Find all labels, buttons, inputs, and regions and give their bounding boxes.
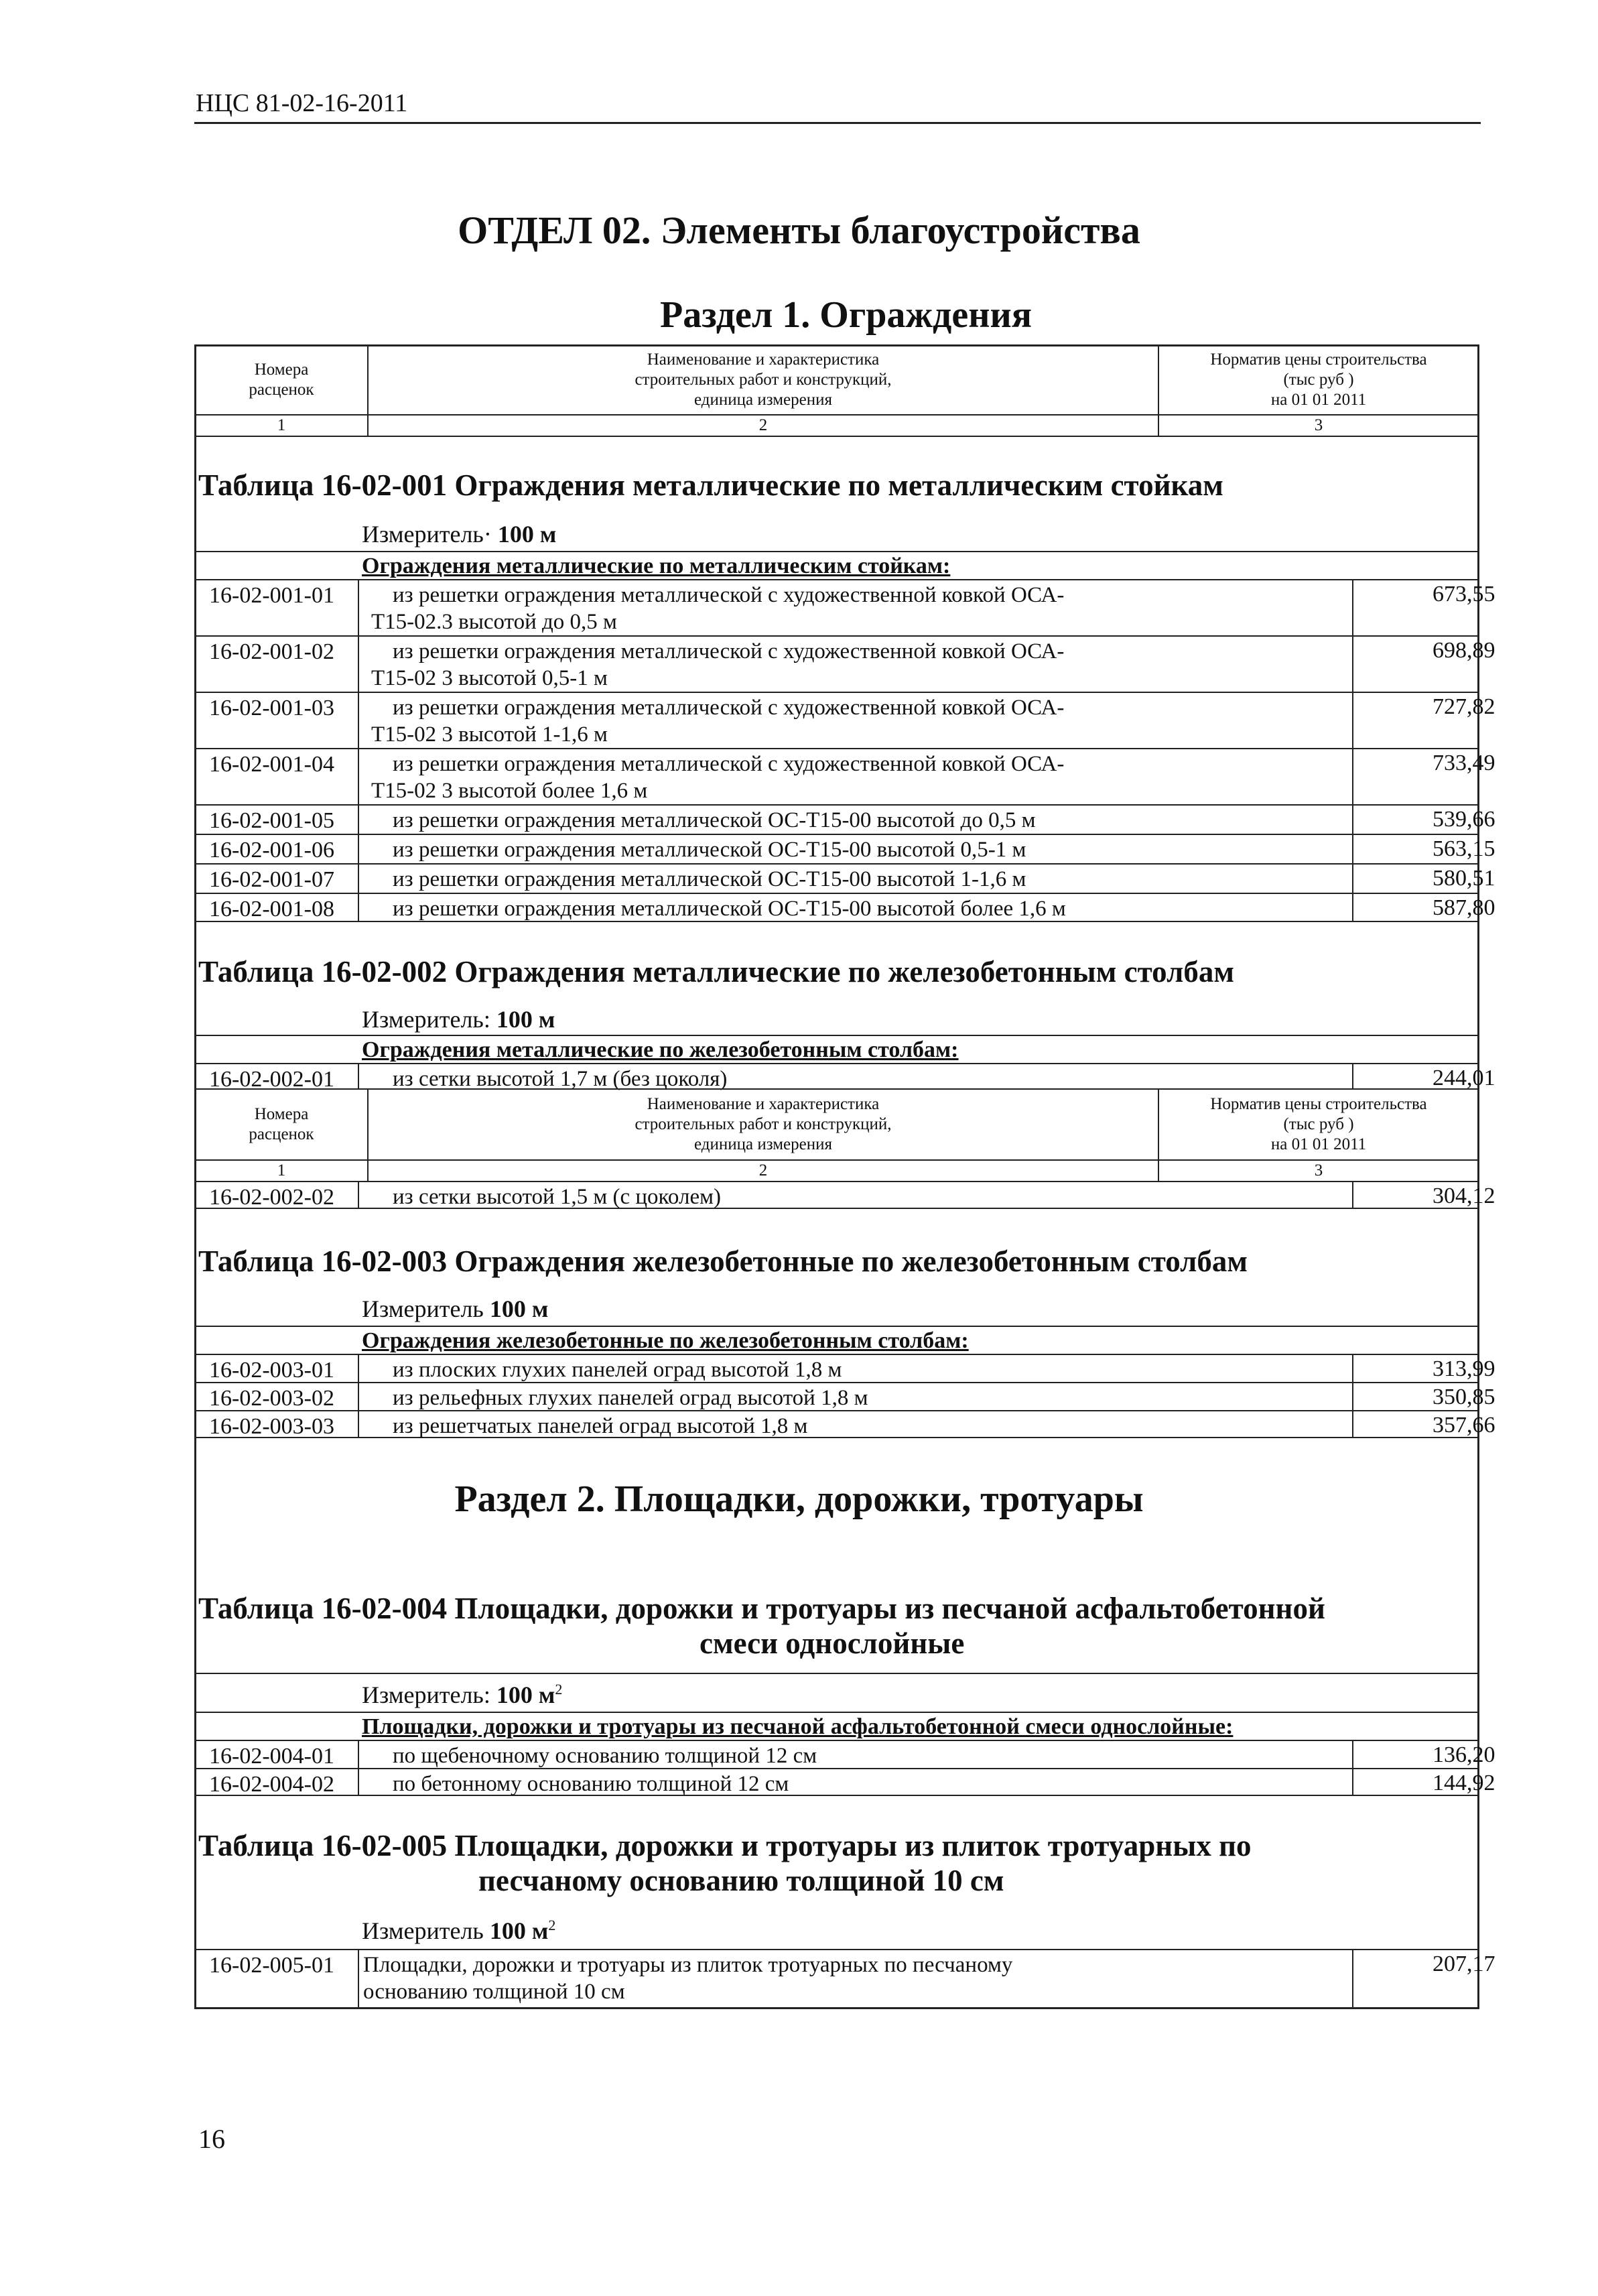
table-row: 16-02-003-03 из решетчатых панелей оград высотой 1,8 м 357,66 <box>194 1410 1479 1438</box>
department-title: ОТДЕЛ 02. Элементы благоустройства <box>458 208 1140 252</box>
page-number: 16 <box>198 2124 225 2154</box>
section2-title: Раздел 2. Площадки, дорожки, тротуары <box>454 1478 1144 1520</box>
divider <box>194 1673 1479 1674</box>
document-code: НЦС 81-02-16-2011 <box>196 89 408 117</box>
table-row: 16-02-001-06 из решетки ограждения металлической ОС-Т15-00 высотой 0,5-1 м 563,15 <box>194 834 1479 863</box>
header-divider <box>194 122 1481 124</box>
section1-title: Раздел 1. Ограждения <box>660 294 1033 336</box>
column-header-name-repeat: Наименование и характеристика строительных работ и конструкций, единица измерения <box>367 1088 1159 1161</box>
table-row: 16-02-001-03 из решетки ограждения металлической с художественной ковкой ОСА- Т15-02 3 высотой 1-1,6 м 727,82 <box>194 692 1479 748</box>
column-header-name: Наименование и характеристика строительных работ и конструкций, единица измерения <box>367 344 1159 416</box>
group-heading-16-02-002: Ограждения металлические по железобетонным столбам: <box>362 1037 959 1062</box>
column-header-codes: Номера расценок <box>194 344 369 416</box>
measure-16-02-003: Измеритель 100 м <box>362 1295 549 1322</box>
table-row: 16-02-005-01 Площадки, дорожки и тротуары из плиток тротуарных по песчаному основанию толщиной 10 см 207,17 <box>194 1949 1479 2009</box>
table-row: 16-02-001-02 из решетки ограждения металлической с художественной ковкой ОСА- Т15-02 3 высотой 0,5-1 м 698,89 <box>194 635 1479 692</box>
table-row: 16-02-004-01 по щебеночному основанию толщиной 12 см 136,20 <box>194 1740 1479 1768</box>
divider <box>194 1035 1479 1036</box>
group-heading-16-02-001: Ограждения металлические по металлическим стойкам: <box>362 554 951 578</box>
table-row: 16-02-001-07 из решетки ограждения металлической ОС-Т15-00 высотой 1-1,6 м 580,51 <box>194 863 1479 893</box>
column-number-3-repeat: 3 <box>1158 1159 1479 1182</box>
table-title-16-02-003: Таблица 16-02-003 Ограждения железобетонные по железобетонным столбам <box>198 1245 1248 1278</box>
table-row: 16-02-002-02 из сетки высотой 1,5 м (с цоколем) 304,12 <box>194 1181 1479 1209</box>
table-row: 16-02-004-02 по бетонному основанию толщиной 12 см 144,92 <box>194 1768 1479 1796</box>
column-number-1-repeat: 1 <box>194 1159 369 1182</box>
divider <box>194 551 1479 552</box>
column-number-3: 3 <box>1158 414 1479 437</box>
column-number-1: 1 <box>194 414 369 437</box>
measure-16-02-005: Измеритель 100 $м^2$ <box>362 1917 556 1944</box>
measure-16-02-002: Измеритель: 100 м <box>362 1006 555 1033</box>
divider <box>194 1326 1479 1327</box>
divider <box>194 1712 1479 1713</box>
column-header-price-repeat: Норматив цены строительства (тыс руб ) на 01 01 2011 <box>1158 1088 1479 1161</box>
table-title-16-02-002: Таблица 16-02-002 Ограждения металлические по железобетонным столбам <box>198 955 1234 988</box>
column-number-2-repeat: 2 <box>367 1159 1159 1182</box>
column-header-codes-repeat: Номера расценок <box>194 1088 369 1161</box>
table-title-16-02-004: Таблица 16-02-004 Площадки, дорожки и тротуары из песчаной асфальтобетонной смеси однослойные <box>198 1592 1325 1660</box>
column-header-price: Норматив цены строительства (тыс руб ) на 01 01 2011 <box>1158 344 1479 416</box>
table-row: 16-02-003-01 из плоских глухих панелей оград высотой 1,8 м 313,99 <box>194 1354 1479 1382</box>
table-row: 16-02-002-01 из сетки высотой 1,7 м (без цоколя) 244,01 <box>194 1063 1479 1090</box>
table-row: 16-02-003-02 из рельефных глухих панелей оград высотой 1,8 м 350,85 <box>194 1382 1479 1410</box>
table-row: 16-02-001-01 из решетки ограждения металлической с художественной ковкой ОСА- Т15-02.3 высотой до 0,5 м 673,55 <box>194 579 1479 635</box>
measure-16-02-001: Измеритель· 100 м <box>362 521 557 548</box>
table-row: 16-02-001-05 из решетки ограждения металлической ОС-Т15-00 высотой до 0,5 м 539,66 <box>194 804 1479 834</box>
table-row: 16-02-001-08 из решетки ограждения металлической ОС-Т15-00 высотой более 1,6 м 587,80 <box>194 893 1479 922</box>
measure-16-02-004: Измеритель: 100 $м^2$ <box>362 1681 563 1708</box>
table-row: 16-02-001-04 из решетки ограждения металлической с художественной ковкой ОСА- Т15-02 3 высотой более 1,6 м 733,49 <box>194 748 1479 804</box>
table-title-16-02-005: Таблица 16-02-005 Площадки, дорожки и тротуары из плиток тротуарных по песчаному основанию толщиной 10 см <box>198 1829 1252 1897</box>
group-heading-16-02-003: Ограждения железобетонные по железобетонным столбам: <box>362 1328 969 1353</box>
group-heading-16-02-004: Площадки, дорожки и тротуары из песчаной асфальтобетонной смеси однослойные: <box>362 1714 1234 1739</box>
table-title-16-02-001: Таблица 16-02-001 Ограждения металлические по металлическим стойкам <box>198 468 1223 502</box>
column-number-2: 2 <box>367 414 1159 437</box>
